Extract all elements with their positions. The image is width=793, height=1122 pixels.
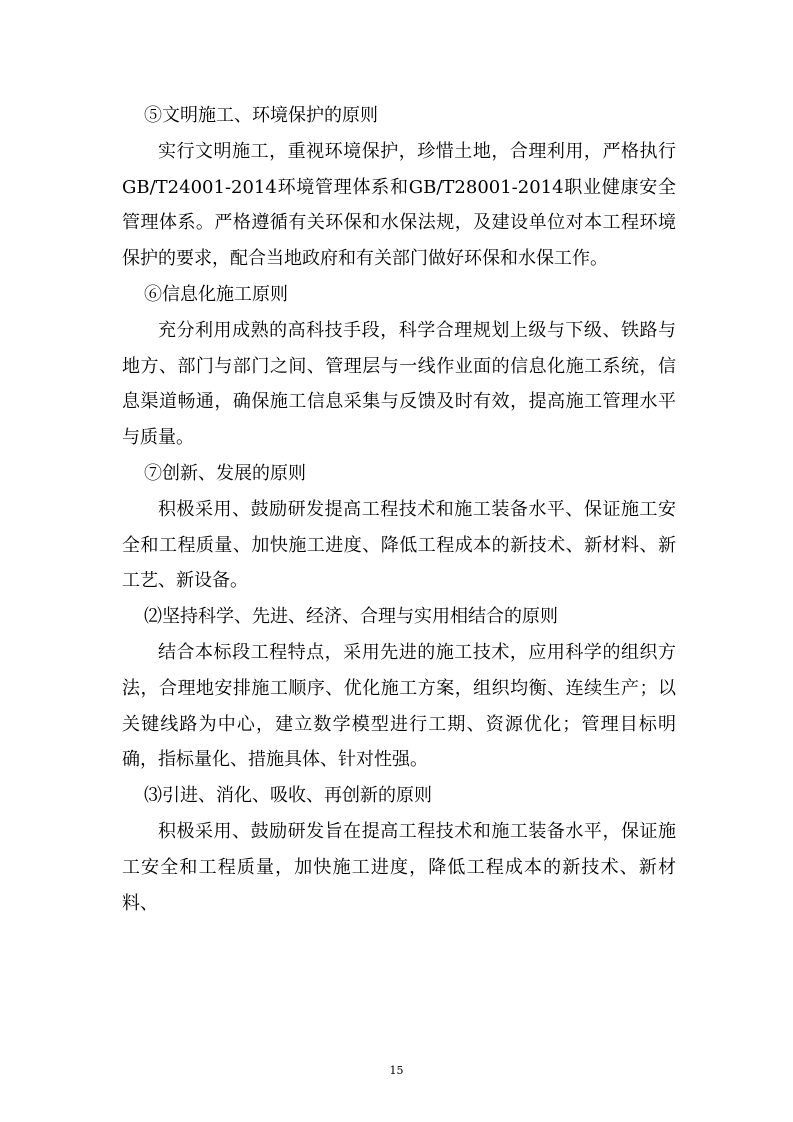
paragraph-science-combination: 结合本标段工程特点，采用先进的施工技术，应用科学的组织方法，合理地安排施工顺序、优化施工方案，组织均衡、连续生产；以关键线路为中心，建立数学模型进行工期、资源优化；管理目标明确，指标量化、措施具体、针对性强。 [122, 641, 676, 771]
section-heading-science-combination: ⑵坚持科学、先进、经济、合理与实用相结合的原则 [144, 606, 558, 628]
section-heading-reinnovation: ⑶引进、消化、吸收、再创新的原则 [144, 785, 432, 807]
section-heading-civilized-construction: ⑤文明施工、环境保护的原则 [144, 105, 378, 126]
paragraph-innovation: 积极采用、鼓励研发提高工程技术和施工装备水平、保证施工安全和工程质量、加快施工进度、降低工程成本的新技术、新材料、新工艺、新设备。 [122, 498, 676, 592]
paragraph-reinnovation: 积极采用、鼓励研发旨在提高工程技术和施工装备水平，保证施工安全和工程质量，加快施工进度，降低工程成本的新技术、新材料、 [122, 820, 676, 914]
paragraph-environmental-protection: 实行文明施工，重视环境保护，珍惜土地，合理利用，严格执行GB/T24001-2014环境管理体系和GB/T28001-2014职业健康安全管理体系。严格遵循有关环保和水保法规，及建设单位对本工程环境保护的要求，配合当地政府和有关部门做好环保和水保工作。 [122, 140, 676, 270]
page-number: 15 [389, 1064, 404, 1077]
paragraph-informatization: 充分利用成熟的高科技手段，科学合理规划上级与下级、铁路与地方、部门与部门之间、管理层与一线作业面的信息化施工系统，信息渠道畅通，确保施工信息采集与反馈及时有效，提高施工管理水平与质量。 [122, 319, 676, 449]
section-heading-informatization: ⑥信息化施工原则 [144, 283, 288, 305]
section-heading-innovation: ⑦创新、发展的原则 [144, 462, 306, 484]
page-body [122, 98, 676, 921]
